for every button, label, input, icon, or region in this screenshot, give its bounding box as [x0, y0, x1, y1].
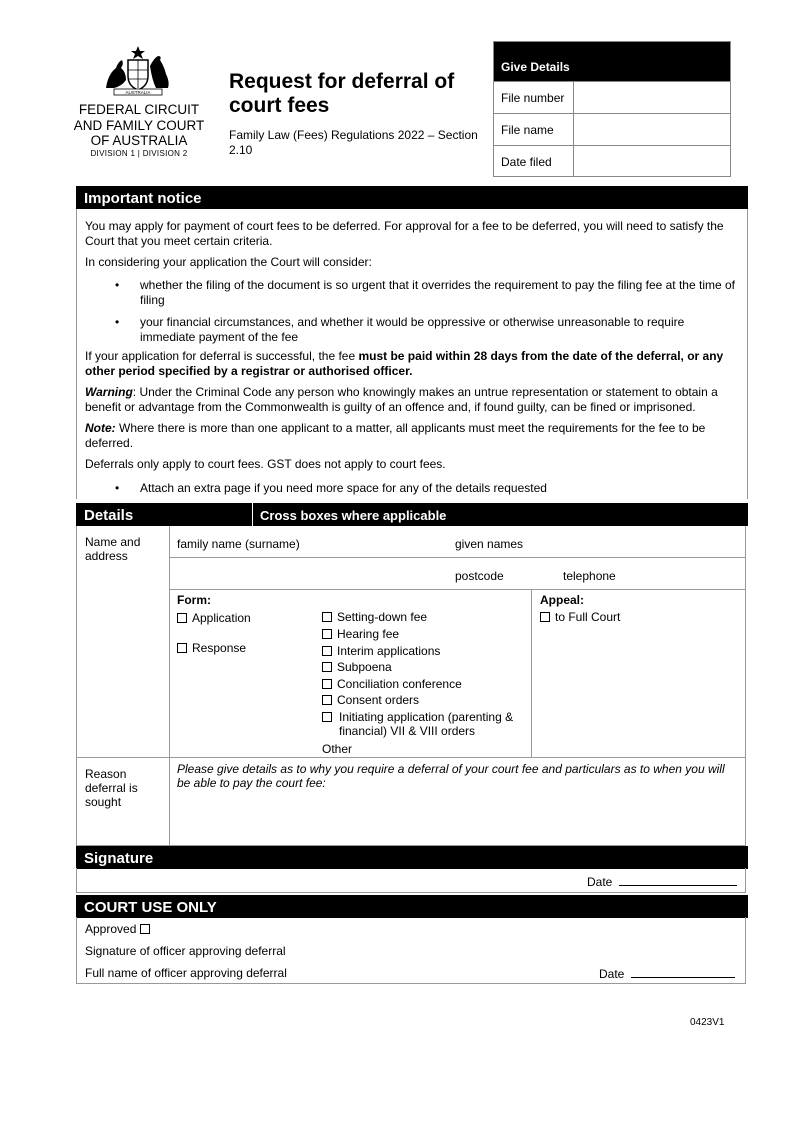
- officer-name-label: Full name of officer approving deferral: [85, 966, 287, 980]
- bullet-icon: •: [115, 278, 120, 292]
- court-use-date-line[interactable]: [631, 966, 735, 978]
- important-notice-heading: Important notice: [84, 190, 202, 207]
- appeal-label: Appeal:: [540, 593, 585, 607]
- file-number-field[interactable]: [573, 82, 732, 113]
- approved-row[interactable]: [85, 922, 155, 936]
- details-heading: Details: [84, 507, 134, 524]
- reason-prompt: Please give details as to why you require a deferral of your court fee and particulars as to when you will be able to pay the court fee:: [177, 762, 725, 790]
- file-number-label: File number: [501, 91, 565, 105]
- warning-label: Warning: [85, 385, 133, 399]
- signature-section[interactable]: [76, 868, 746, 893]
- checkbox[interactable]: [177, 613, 187, 623]
- fee-option-conciliation[interactable]: [322, 677, 462, 691]
- fee-option-hearing[interactable]: [322, 627, 399, 641]
- file-name-row: [494, 113, 730, 145]
- fee-option-label: Consent orders: [337, 693, 420, 707]
- fee-option-label: Conciliation conference: [337, 677, 462, 691]
- fee-option-label: Interim applications: [337, 644, 441, 658]
- crest-scroll-text: AUSTRALIA: [125, 90, 151, 95]
- form-code: 0423V1: [690, 1017, 725, 1028]
- notice-note: [85, 421, 737, 450]
- reason-field[interactable]: [170, 792, 746, 844]
- fee-option-initiating-checkbox[interactable]: [322, 710, 337, 724]
- signature-heading-bar: [76, 846, 748, 869]
- give-details-heading: Give Details: [494, 42, 730, 81]
- date-filed-label: Date filed: [501, 155, 552, 169]
- officer-signature-label: Signature of officer approving deferral: [85, 944, 286, 958]
- note-label: Note:: [85, 421, 116, 435]
- important-notice-heading-bar: [76, 186, 748, 209]
- signature-date-label: Date: [587, 875, 613, 889]
- form-option-application-label: Application: [192, 611, 251, 625]
- checkbox[interactable]: [540, 612, 550, 622]
- checkbox[interactable]: [322, 612, 332, 622]
- signature-heading: Signature: [84, 850, 154, 867]
- notice-intro-a: You may apply for payment of court fees to be deferred: [85, 219, 378, 233]
- signature-date-line[interactable]: [619, 874, 737, 886]
- important-notice-section: [76, 209, 748, 499]
- notice-attach: Attach an extra page if you need more space for any of the details requested: [140, 481, 547, 495]
- given-names-label: given names: [455, 537, 524, 551]
- warning-text: : Under the Criminal Code any person who knowingly makes an untrue representation or statement to obtain a benefit or advantage from the Commonwealth is guilty of an offence and, if found guilty, can be fined or imprisoned.: [85, 385, 718, 414]
- fee-option-setting-down[interactable]: [322, 610, 427, 624]
- notice-intro-b: . For approval for a fee to be deferred, you will need to satisfy the Court that you meet certain criteria.: [85, 219, 724, 248]
- notice-bullet-2: your financial circumstances, and whether it would be oppressive or otherwise unreasonable to require immediate payment of the fee: [140, 315, 685, 344]
- reason-label: Reason deferral is sought: [85, 767, 138, 809]
- notice-warning: [85, 385, 737, 414]
- notice-success-b: must be paid within 28 days from the date of the deferral, or any other period specified by a registrar or authorised officer.: [85, 349, 724, 378]
- note-text: Where there is more than one applicant to a matter, all applicants must meet the requirements for the fee to be deferred.: [85, 421, 706, 450]
- give-details-box: [493, 41, 731, 177]
- checkbox[interactable]: [322, 629, 332, 639]
- form-label: Form:: [177, 593, 211, 607]
- page-title: Request for deferral of court fees: [229, 70, 455, 117]
- fee-option-label: Subpoena: [337, 660, 392, 674]
- notice-gst: Deferrals only apply to court fees. GST does not apply to court fees.: [85, 457, 446, 471]
- notice-consider: In considering your application the Court will consider:: [85, 255, 372, 269]
- notice-success: [85, 349, 737, 378]
- form-option-application[interactable]: [177, 611, 251, 625]
- fee-option-label: Hearing fee: [337, 627, 400, 641]
- fee-option-consent[interactable]: [322, 693, 419, 707]
- family-name-label: family name (surname): [177, 537, 300, 551]
- notice-bullet-1: whether the filing of the document is so urgent that it overrides the requirement to pay the filing fee at the time of filing: [140, 278, 736, 307]
- postcode-label: postcode: [455, 569, 504, 583]
- court-division: DIVISION 1 | DIVISION 2: [90, 149, 188, 158]
- page-subtitle: Family Law (Fees) Regulations 2022 – Section 2.10: [229, 128, 478, 157]
- other-label: Other: [322, 742, 353, 756]
- bullet-icon: •: [115, 481, 120, 495]
- file-number-row: [494, 81, 730, 113]
- checkbox[interactable]: [322, 695, 332, 705]
- date-filed-field[interactable]: [573, 146, 732, 177]
- form-option-response[interactable]: [177, 641, 246, 655]
- court-use-date-label: Date: [599, 967, 625, 981]
- details-table: [76, 526, 746, 846]
- details-heading-bar: [76, 503, 748, 526]
- file-name-field[interactable]: [573, 114, 732, 145]
- court-use-date[interactable]: [599, 966, 735, 981]
- approved-label: Approved: [85, 922, 137, 936]
- checkbox[interactable]: [322, 662, 332, 672]
- fee-option-interim[interactable]: [322, 644, 440, 658]
- fee-option-subpoena[interactable]: [322, 660, 392, 674]
- form-option-response-label: Response: [192, 641, 247, 655]
- appeal-option-label: to Full Court: [555, 610, 621, 624]
- checkbox[interactable]: [322, 679, 332, 689]
- court-use-heading: COURT USE ONLY: [84, 899, 217, 916]
- checkbox[interactable]: [322, 712, 332, 722]
- fee-option-initiating-label: Initiating application (parenting & financial) VII & VIII orders: [339, 710, 514, 738]
- court-use-section: [76, 917, 746, 984]
- signature-date[interactable]: [587, 874, 737, 889]
- checkbox[interactable]: [322, 646, 332, 656]
- appeal-option-full-court[interactable]: [540, 610, 620, 624]
- notice-success-a: If your application for deferral is successful, the fee: [85, 349, 359, 363]
- file-name-label: File name: [501, 123, 554, 137]
- fee-option-label: Setting-down fee: [337, 610, 428, 624]
- name-address-label: Name and address: [85, 535, 141, 563]
- details-subheading: Cross boxes where applicable: [260, 508, 447, 523]
- court-name: FEDERAL CIRCUIT AND FAMILY COURT OF AUSTRALIA: [73, 102, 205, 148]
- checkbox[interactable]: [177, 643, 187, 653]
- notice-intro: [85, 219, 737, 248]
- checkbox[interactable]: [140, 924, 150, 934]
- bullet-icon: •: [115, 315, 120, 329]
- telephone-label: telephone: [563, 569, 616, 583]
- date-filed-row: [494, 145, 730, 177]
- court-use-heading-bar: [76, 895, 748, 918]
- court-crest-logo: [100, 44, 176, 96]
